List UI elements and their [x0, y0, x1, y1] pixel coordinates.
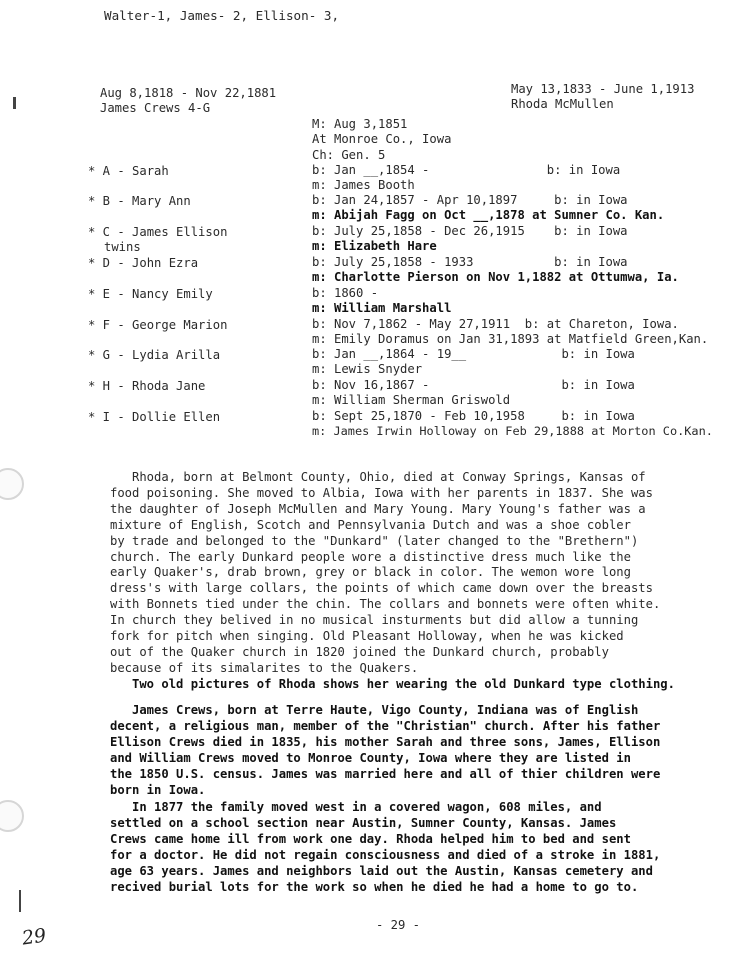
child-marriage-line: m: James Booth [312, 178, 415, 192]
page-number: - 29 - [376, 918, 421, 932]
handwritten-page-number: 29 [20, 924, 48, 950]
child-label: * G - Lydia Arilla [88, 348, 221, 362]
text-line: settled on a school section near Austin, Sumner County, Kansas. James [110, 815, 617, 830]
text-line: In 1877 the family moved west in a covered wagon, 608 miles, and [110, 799, 602, 814]
text-line: decent, a religious man, member of the "Christian" church. After his father [110, 719, 661, 734]
marriage-place: At Monroe Co., Iowa [312, 132, 452, 146]
text-line: age 63 years. James and neighbors laid out the Austin, Kansas cemetery and [110, 863, 653, 878]
text-line: Ellison Crews died in 1835, his mother Sarah and three sons, James, Ellison [110, 735, 661, 750]
text-line: church. The early Dunkard people wore a distinctive dress much like the [110, 549, 631, 564]
husband-dates: Aug 8,1818 - Nov 22,1881 [100, 86, 277, 100]
text-line: born in Iowa. [110, 783, 206, 798]
text-line: Two old pictures of Rhoda shows her wearing the old Dunkard type clothing. [110, 676, 675, 691]
text-line: by trade and belonged to the "Dunkard" (later changed to the "Brethern") [110, 533, 639, 548]
binder-hole-bottom [0, 800, 24, 832]
child-label: * F - George Marion [88, 318, 228, 332]
child-birth-line: b: 1860 - [312, 286, 379, 300]
text-line: early Quaker's, drab brown, grey or black in color. The wemon wore long [110, 565, 631, 580]
child-sublabel: twins [104, 240, 141, 254]
marriage-date: M: Aug 3,1851 [312, 117, 408, 131]
child-birth-line: b: Nov 7,1862 - May 27,1911 b: at Chareton, Iowa. [312, 317, 679, 331]
child-marriage-line: m: William Marshall [312, 301, 452, 315]
margin-mark [13, 97, 16, 109]
child-label: * E - Nancy Emily [88, 287, 213, 301]
children-reference: Ch: Gen. 5 [312, 148, 386, 162]
child-marriage-line: m: Lewis Snyder [312, 362, 423, 376]
text-line: mixture of English, Scotch and Pennsylvania Dutch and was a shoe cobler [110, 517, 631, 532]
text-line: because of its simalarites to the Quakers. [110, 660, 419, 675]
child-label: * I - Dollie Ellen [88, 410, 221, 424]
child-birth-line: b: Jan __,1864 - 19__ b: in Iowa [312, 347, 635, 361]
child-marriage-line: m: Elizabeth Hare [312, 239, 437, 253]
husband-name: James Crews 4-G [100, 101, 211, 115]
wife-name: Rhoda McMullen [511, 97, 614, 111]
child-label: * C - James Ellison [88, 225, 228, 239]
child-marriage-line: m: James Irwin Holloway on Feb 29,1888 at Morton Co.Kan. [312, 424, 713, 438]
child-marriage-line: m: William Sherman Griswold [312, 393, 511, 407]
child-marriage-line: m: Abijah Fagg on Oct __,1878 at Sumner Co. Kan. [312, 208, 665, 222]
child-label: * H - Rhoda Jane [88, 379, 206, 393]
child-marriage-line: m: Charlotte Pierson on Nov 1,1882 at Ottumwa, Ia. [312, 270, 679, 284]
binder-hole-top [0, 468, 24, 500]
child-birth-line: b: July 25,1858 - Dec 26,1915 b: in Iowa [312, 224, 628, 238]
text-line: with Bonnets tied under the chin. The collars and bonnets were often white. [110, 597, 661, 612]
child-birth-line: b: Jan 24,1857 - Apr 10,1897 b: in Iowa [312, 193, 628, 207]
text-line: In church they belived in no musical insturments but did allow a tunning [110, 613, 639, 628]
text-line: food poisoning. She moved to Albia, Iowa with her parents in 1837. She was [110, 485, 653, 500]
child-birth-line: b: Sept 25,1870 - Feb 10,1958 b: in Iowa [312, 409, 635, 423]
lineage-line: Walter-1, James- 2, Ellison- 3, [104, 8, 340, 23]
text-line: for a doctor. He did not regain consciousness and died of a stroke in 1881, [110, 847, 661, 862]
text-line: the daughter of Joseph McMullen and Mary Young. Mary Young's father was a [110, 501, 646, 516]
wife-dates: May 13,1833 - June 1,1913 [511, 82, 695, 96]
rhoda-biography [110, 470, 710, 693]
child-marriage-line: m: Emily Doramus on Jan 31,1893 at Matfield Green,Kan. [312, 332, 709, 346]
text-line: James Crews, born at Terre Haute, Vigo County, Indiana was of English [110, 703, 639, 717]
text-line: recived burial lots for the work so when he died he had a home to go to. [110, 880, 639, 895]
child-birth-line: b: Nov 16,1867 - b: in Iowa [312, 378, 635, 392]
text-line: fork for pitch when singing. Old Pleasant Holloway, when he was kicked [110, 629, 624, 644]
child-label: * B - Mary Ann [88, 194, 191, 208]
text-line: out of the Quaker church in 1820 joined the Dunkard church, probably [110, 644, 609, 659]
margin-mark [19, 890, 21, 912]
child-label: * D - John Ezra [88, 256, 199, 270]
child-label: * A - Sarah [88, 164, 169, 178]
child-birth-line: b: Jan __,1854 - b: in Iowa [312, 163, 621, 177]
text-line: Crews came home ill from work one day. Rhoda helped him to bed and sent [110, 831, 631, 846]
text-line: the 1850 U.S. census. James was married here and all of thier children were [110, 767, 661, 782]
text-line: dress's with large collars, the points of which came down over the breasts [110, 581, 653, 596]
james-biography [110, 702, 710, 895]
child-birth-line: b: July 25,1858 - 1933 b: in Iowa [312, 255, 628, 269]
text-line: and William Crews moved to Monroe County, Iowa where they are listed in [110, 751, 631, 766]
text-line: Rhoda, born at Belmont County, Ohio, died at Conway Springs, Kansas of [110, 470, 646, 484]
